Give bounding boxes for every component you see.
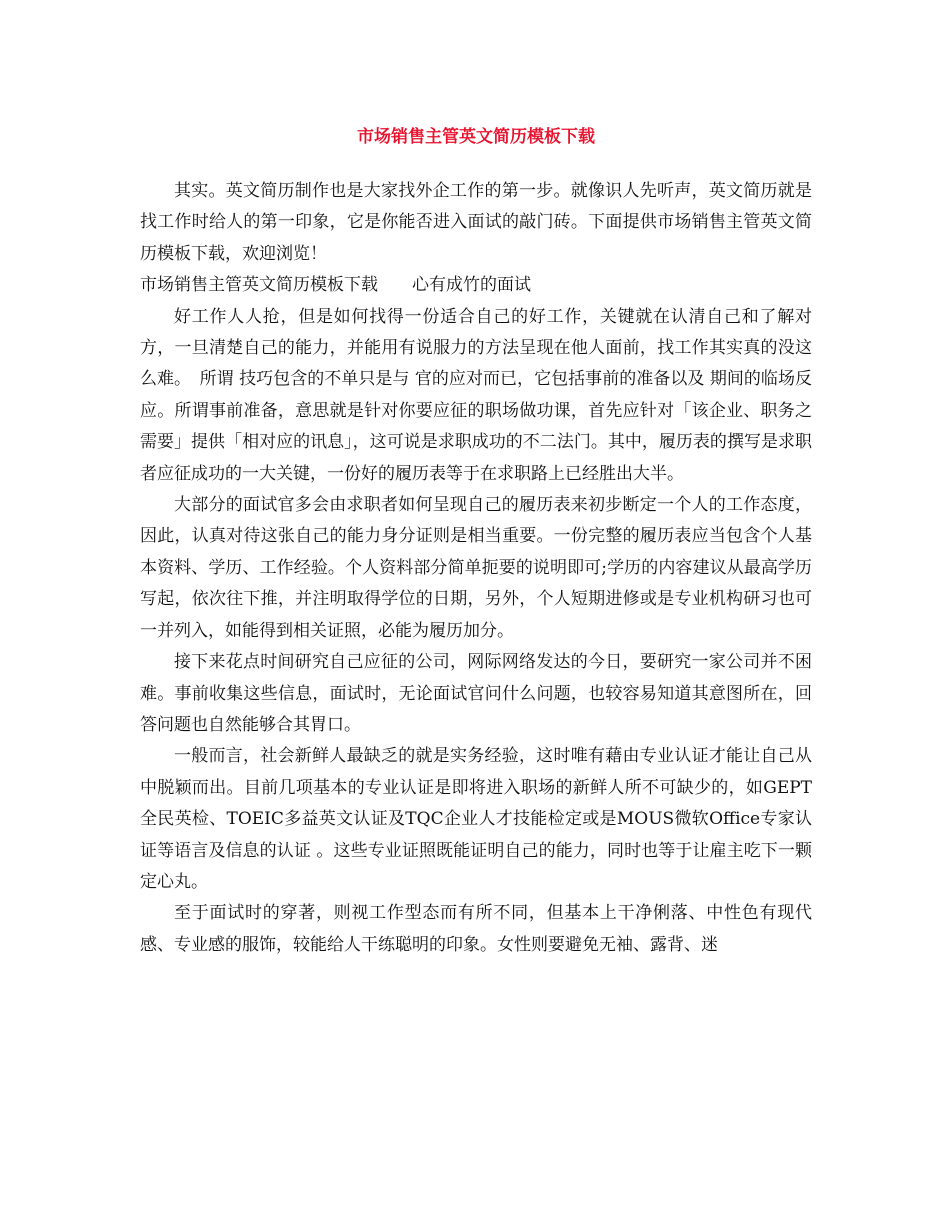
document-page (140, 120, 812, 961)
body-paragraph: 好工作人人抢，但是如何找得一份适合自己的好工作，关键就在认清自己和了解对方，一旦清楚自己的能力，并能用有说服力的方法呈现在他人面前，找工作其实真的没这么难。 所谓 技巧包含的不单只是与 官的应对而已，它包括事前的准备以及 期间的临场反应。所谓事前准备，意思就是针对你要应征的职场做功课，首先应针对「该企业、职务之需要」提供「相对应的讯息」，这可说是求职成功的不二法门。其中，履历表的撰写是求职者应征成功的一大关键，一份好的履历表等于在求职路上已经胜出大半。 (140, 306, 812, 484)
body-paragraph: 一般而言，社会新鲜人最缺乏的就是实务经验，这时唯有藉由专业认证才能让自己从中脱颖而出。目前几项基本的专业认证是即将进入职场的新鲜人所不可缺少的，如GEPT全民英检、TOEIC多益英文认证及TQC企业人才技能检定或是MOUS微软Office专家认证等语言及信息的认证 。这些专业证照既能证明自己的能力，同时也等于让雇主吃下一颗定心丸。 (140, 746, 812, 892)
body-paragraph: 接下来花点时间研究自己应征的公司，网际网络发达的今日，要研究一家公司并不困难。事前收集这些信息，面试时，无论面试官问什么问题，也较容易知道其意图所在，回答问题也自然能够合其胃口。 (140, 652, 812, 735)
body-paragraph: 至于面试时的穿著，则视工作型态而有所不同，但基本上干净俐落、中性色有现代感、专业感的服饰，较能给人干练聪明的印象。女性则要避免无袖、露背、迷 (140, 903, 812, 955)
body-paragraph: 大部分的面试官多会由求职者如何呈现自己的履历表来初步断定一个人的工作态度，因此，认真对待这张自己的能力身分证则是相当重要。一份完整的履历表应当包含个人基本资料、学历、工作经验。个人资料部分简单扼要的说明即可;学历的内容建议从最高学历写起，依次往下推，并注明取得学位的日期，另外，个人短期进修或是专业机构研习也可一并列入，如能得到相关证照，必能为履历加分。 (140, 495, 812, 641)
intro-paragraph: 其实。英文简历制作也是大家找外企工作的第一步。就像识人先听声，英文简历就是找工作时给人的第一印象，它是你能否进入面试的敲门砖。下面提供市场销售主管英文简历模板下载，欢迎浏览！ (140, 181, 812, 264)
section-subheading: 市场销售主管英文简历模板下载 心有成竹的面试 (140, 275, 531, 296)
document-title: 市场销售主管英文简历模板下载 (357, 127, 595, 147)
